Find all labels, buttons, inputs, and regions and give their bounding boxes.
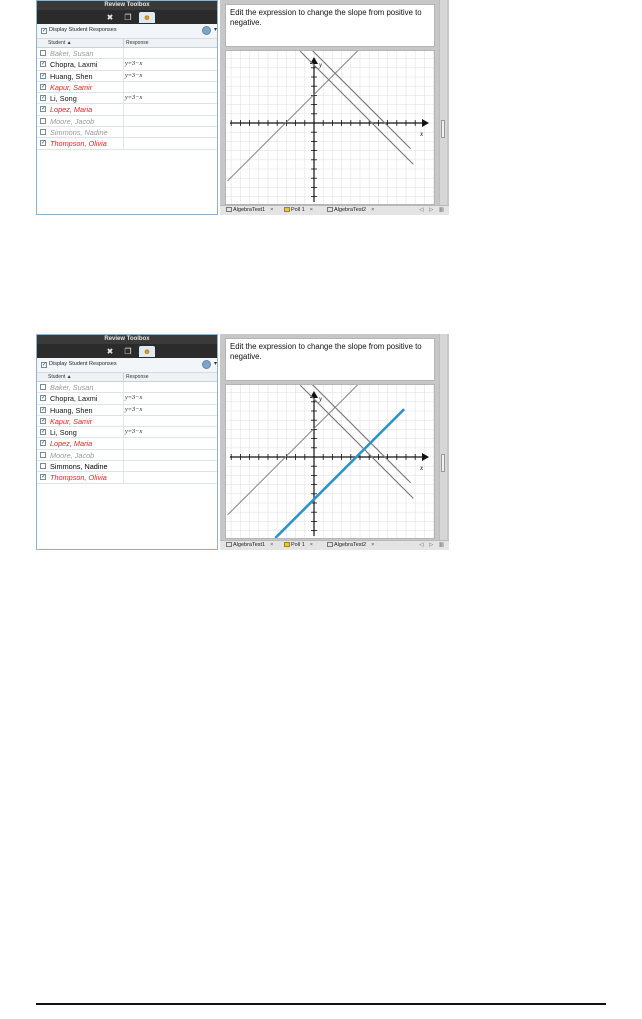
student-table-header: [37, 373, 217, 382]
student-checkbox[interactable]: [40, 129, 46, 135]
scrollbar-thumb[interactable]: [441, 454, 445, 472]
student-checkbox[interactable]: [40, 452, 46, 458]
student-name: Lopez, Maria: [50, 439, 93, 449]
document-tab-label: AlgebraTest1: [233, 542, 266, 548]
student-name: Moore, Jacob: [50, 450, 95, 460]
documents-icon[interactable]: ❐: [124, 13, 132, 22]
display-responses-label: Display Student Responses: [49, 27, 117, 33]
close-tab-icon[interactable]: ×: [309, 542, 313, 548]
student-checkbox[interactable]: ✓: [41, 72, 47, 79]
student-checkbox[interactable]: ✓: [41, 429, 47, 436]
close-tab-icon[interactable]: ×: [371, 207, 375, 213]
close-tab-icon[interactable]: ×: [371, 542, 375, 548]
student-name: Li, Song: [50, 94, 77, 104]
column-divider: [123, 373, 124, 381]
document-pane: [220, 0, 449, 215]
document-tab[interactable]: [284, 207, 313, 214]
display-options: [37, 24, 217, 39]
display-responses-label: Display Student Responses: [49, 361, 117, 367]
student-row[interactable]: [37, 48, 217, 59]
document-tab-bar: [220, 205, 449, 215]
document-tab[interactable]: [226, 207, 273, 214]
toolbox-tab-bar: [37, 344, 217, 358]
student-checkbox[interactable]: ✓: [41, 106, 47, 113]
student-row[interactable]: [37, 138, 217, 149]
column-divider: [123, 59, 124, 69]
student-name: Moore, Jacob: [50, 116, 95, 126]
close-tab-icon[interactable]: ×: [270, 207, 274, 213]
column-divider: [123, 39, 124, 47]
student-row[interactable]: [37, 461, 217, 472]
student-checkbox[interactable]: ✓: [41, 406, 47, 413]
y-axis-label: y: [319, 61, 323, 69]
document-tab[interactable]: [327, 542, 374, 549]
column-divider: [123, 82, 124, 92]
student-name: Li, Song: [50, 428, 77, 438]
documents-icon[interactable]: ❐: [124, 347, 132, 356]
coordinate-plane: [226, 51, 434, 204]
student-row[interactable]: [37, 472, 217, 483]
class-icon[interactable]: ☻: [139, 346, 155, 357]
student-name: Huang, Shen: [50, 71, 93, 81]
student-name: Kapur, Samir: [50, 82, 93, 92]
column-divider: [123, 127, 124, 137]
student-response: y=3−x: [125, 60, 143, 68]
document-tab-label: Poll 1: [291, 542, 305, 548]
screenshot-after: [36, 334, 449, 550]
graph-area[interactable]: [225, 384, 435, 539]
selected-student-line: [275, 409, 404, 538]
student-name: Thompson, Olivia: [50, 139, 107, 149]
column-divider: [123, 393, 124, 403]
student-response: y=3−x: [125, 394, 143, 402]
document-tab-label: AlgebraTest2: [334, 542, 367, 548]
y-axis-label: y: [319, 395, 323, 403]
page-icon: [327, 542, 333, 547]
student-checkbox[interactable]: ✓: [41, 474, 47, 481]
toolbox-title: Review Toolbox: [37, 335, 217, 344]
student-name: Chopra, Laxmi: [50, 60, 98, 70]
class-icon[interactable]: ☻: [139, 12, 155, 23]
toolbox-title: Review Toolbox: [37, 1, 217, 10]
options-gear-icon[interactable]: [202, 360, 211, 369]
x-axis-label: x: [420, 464, 424, 472]
student-row[interactable]: [37, 116, 217, 127]
column-divider: [123, 450, 124, 460]
student-response: y=3−x: [125, 71, 143, 79]
student-row[interactable]: [37, 450, 217, 461]
column-divider: [123, 427, 124, 437]
student-row[interactable]: [37, 104, 217, 115]
display-responses-checkbox[interactable]: ✓: [42, 28, 48, 34]
scrollbar-thumb[interactable]: [441, 120, 445, 138]
vertical-scrollbar[interactable]: [439, 0, 447, 215]
close-tab-icon[interactable]: ×: [270, 542, 274, 548]
display-options: [37, 358, 217, 373]
student-name: Kapur, Samir: [50, 416, 93, 426]
column-divider: [123, 438, 124, 448]
column-divider: [123, 138, 124, 148]
column-divider: [123, 382, 124, 392]
document-tab[interactable]: [226, 542, 273, 549]
x-axis-arrow: [422, 119, 429, 127]
question-text: Edit the expression to change the slope from positive to negative.: [225, 4, 435, 47]
options-gear-icon[interactable]: [202, 26, 211, 35]
student-name: Baker, Susan: [50, 383, 94, 392]
student-name: Huang, Shen: [50, 405, 93, 415]
column-divider: [123, 116, 124, 126]
graph-area[interactable]: [225, 50, 435, 205]
student-row[interactable]: [37, 438, 217, 449]
student-response: y=3−x: [125, 405, 143, 413]
student-checkbox[interactable]: ✓: [41, 417, 47, 424]
tools-icon[interactable]: ✖: [106, 13, 114, 22]
x-axis-arrow: [422, 453, 429, 461]
column-divider: [123, 416, 124, 426]
coordinate-plane: [226, 385, 434, 538]
page-navigation-icons[interactable]: ◁ ▷ ▥: [419, 542, 446, 548]
student-column-header[interactable]: Student ▲: [48, 40, 72, 46]
column-divider: [123, 71, 124, 81]
student-checkbox[interactable]: ✓: [41, 95, 47, 102]
poll-icon: [284, 542, 290, 547]
student-name: Simmons, Nadine: [50, 462, 108, 472]
student-row[interactable]: [37, 405, 217, 416]
student-name: Simmons, Nadine: [50, 128, 108, 138]
student-checkbox[interactable]: [40, 384, 46, 390]
display-responses-checkbox[interactable]: ✓: [42, 362, 48, 368]
review-toolbox: [36, 334, 218, 550]
student-checkbox[interactable]: [40, 118, 46, 124]
student-column-header[interactable]: Student ▲: [48, 374, 72, 380]
toolbox-tab-bar: [37, 10, 217, 24]
document-tab[interactable]: [327, 207, 374, 214]
poll-icon: [284, 207, 290, 212]
x-axis-label: x: [420, 130, 424, 138]
student-checkbox[interactable]: ✓: [41, 440, 47, 447]
response-column-header[interactable]: Response: [126, 374, 149, 380]
student-checkbox[interactable]: ✓: [41, 140, 47, 147]
student-checkbox[interactable]: ✓: [41, 61, 47, 68]
student-row[interactable]: [37, 416, 217, 427]
graph-line: [300, 51, 413, 164]
student-row[interactable]: [37, 59, 217, 70]
document-pane: [220, 334, 449, 550]
document-tab-bar: [220, 540, 449, 550]
student-row[interactable]: [37, 93, 217, 104]
column-divider: [123, 93, 124, 103]
student-name: Baker, Susan: [50, 49, 94, 58]
column-divider: [123, 461, 124, 471]
vertical-scrollbar[interactable]: [439, 334, 447, 550]
response-column-header[interactable]: Response: [126, 40, 149, 46]
tools-icon[interactable]: ✖: [106, 347, 114, 356]
student-row[interactable]: [37, 71, 217, 82]
document-tab-label: AlgebraTest1: [233, 207, 266, 213]
student-checkbox[interactable]: [40, 463, 46, 469]
column-divider: [123, 104, 124, 114]
student-checkbox[interactable]: [40, 50, 46, 56]
page-icon: [226, 207, 232, 212]
student-name: Chopra, Laxmi: [50, 394, 98, 404]
question-text: Edit the expression to change the slope from positive to negative.: [225, 338, 435, 381]
page-footer-rule: [36, 1003, 606, 1005]
column-divider: [123, 472, 124, 482]
page-navigation-icons[interactable]: ◁ ▷ ▥: [419, 207, 446, 213]
student-row[interactable]: [37, 382, 217, 393]
close-tab-icon[interactable]: ×: [309, 207, 313, 213]
graph-line: [300, 385, 413, 498]
student-name: Lopez, Maria: [50, 105, 93, 115]
column-divider: [123, 405, 124, 415]
page-icon: [327, 207, 333, 212]
page-icon: [226, 542, 232, 547]
student-row[interactable]: [37, 427, 217, 438]
student-response: y=3−x: [125, 428, 143, 436]
student-response: y=3−x: [125, 94, 143, 102]
student-checkbox[interactable]: ✓: [41, 395, 47, 402]
document-tab-label: Poll 1: [291, 207, 305, 213]
document-tab-label: AlgebraTest2: [334, 207, 367, 213]
screenshot-before: [36, 0, 449, 215]
student-row[interactable]: [37, 82, 217, 93]
student-row[interactable]: [37, 127, 217, 138]
document-tab[interactable]: [284, 542, 313, 549]
review-toolbox: [36, 0, 218, 215]
student-table-header: [37, 39, 217, 48]
student-checkbox[interactable]: ✓: [41, 83, 47, 90]
column-divider: [123, 48, 124, 58]
student-row[interactable]: [37, 393, 217, 404]
student-name: Thompson, Olivia: [50, 473, 107, 483]
